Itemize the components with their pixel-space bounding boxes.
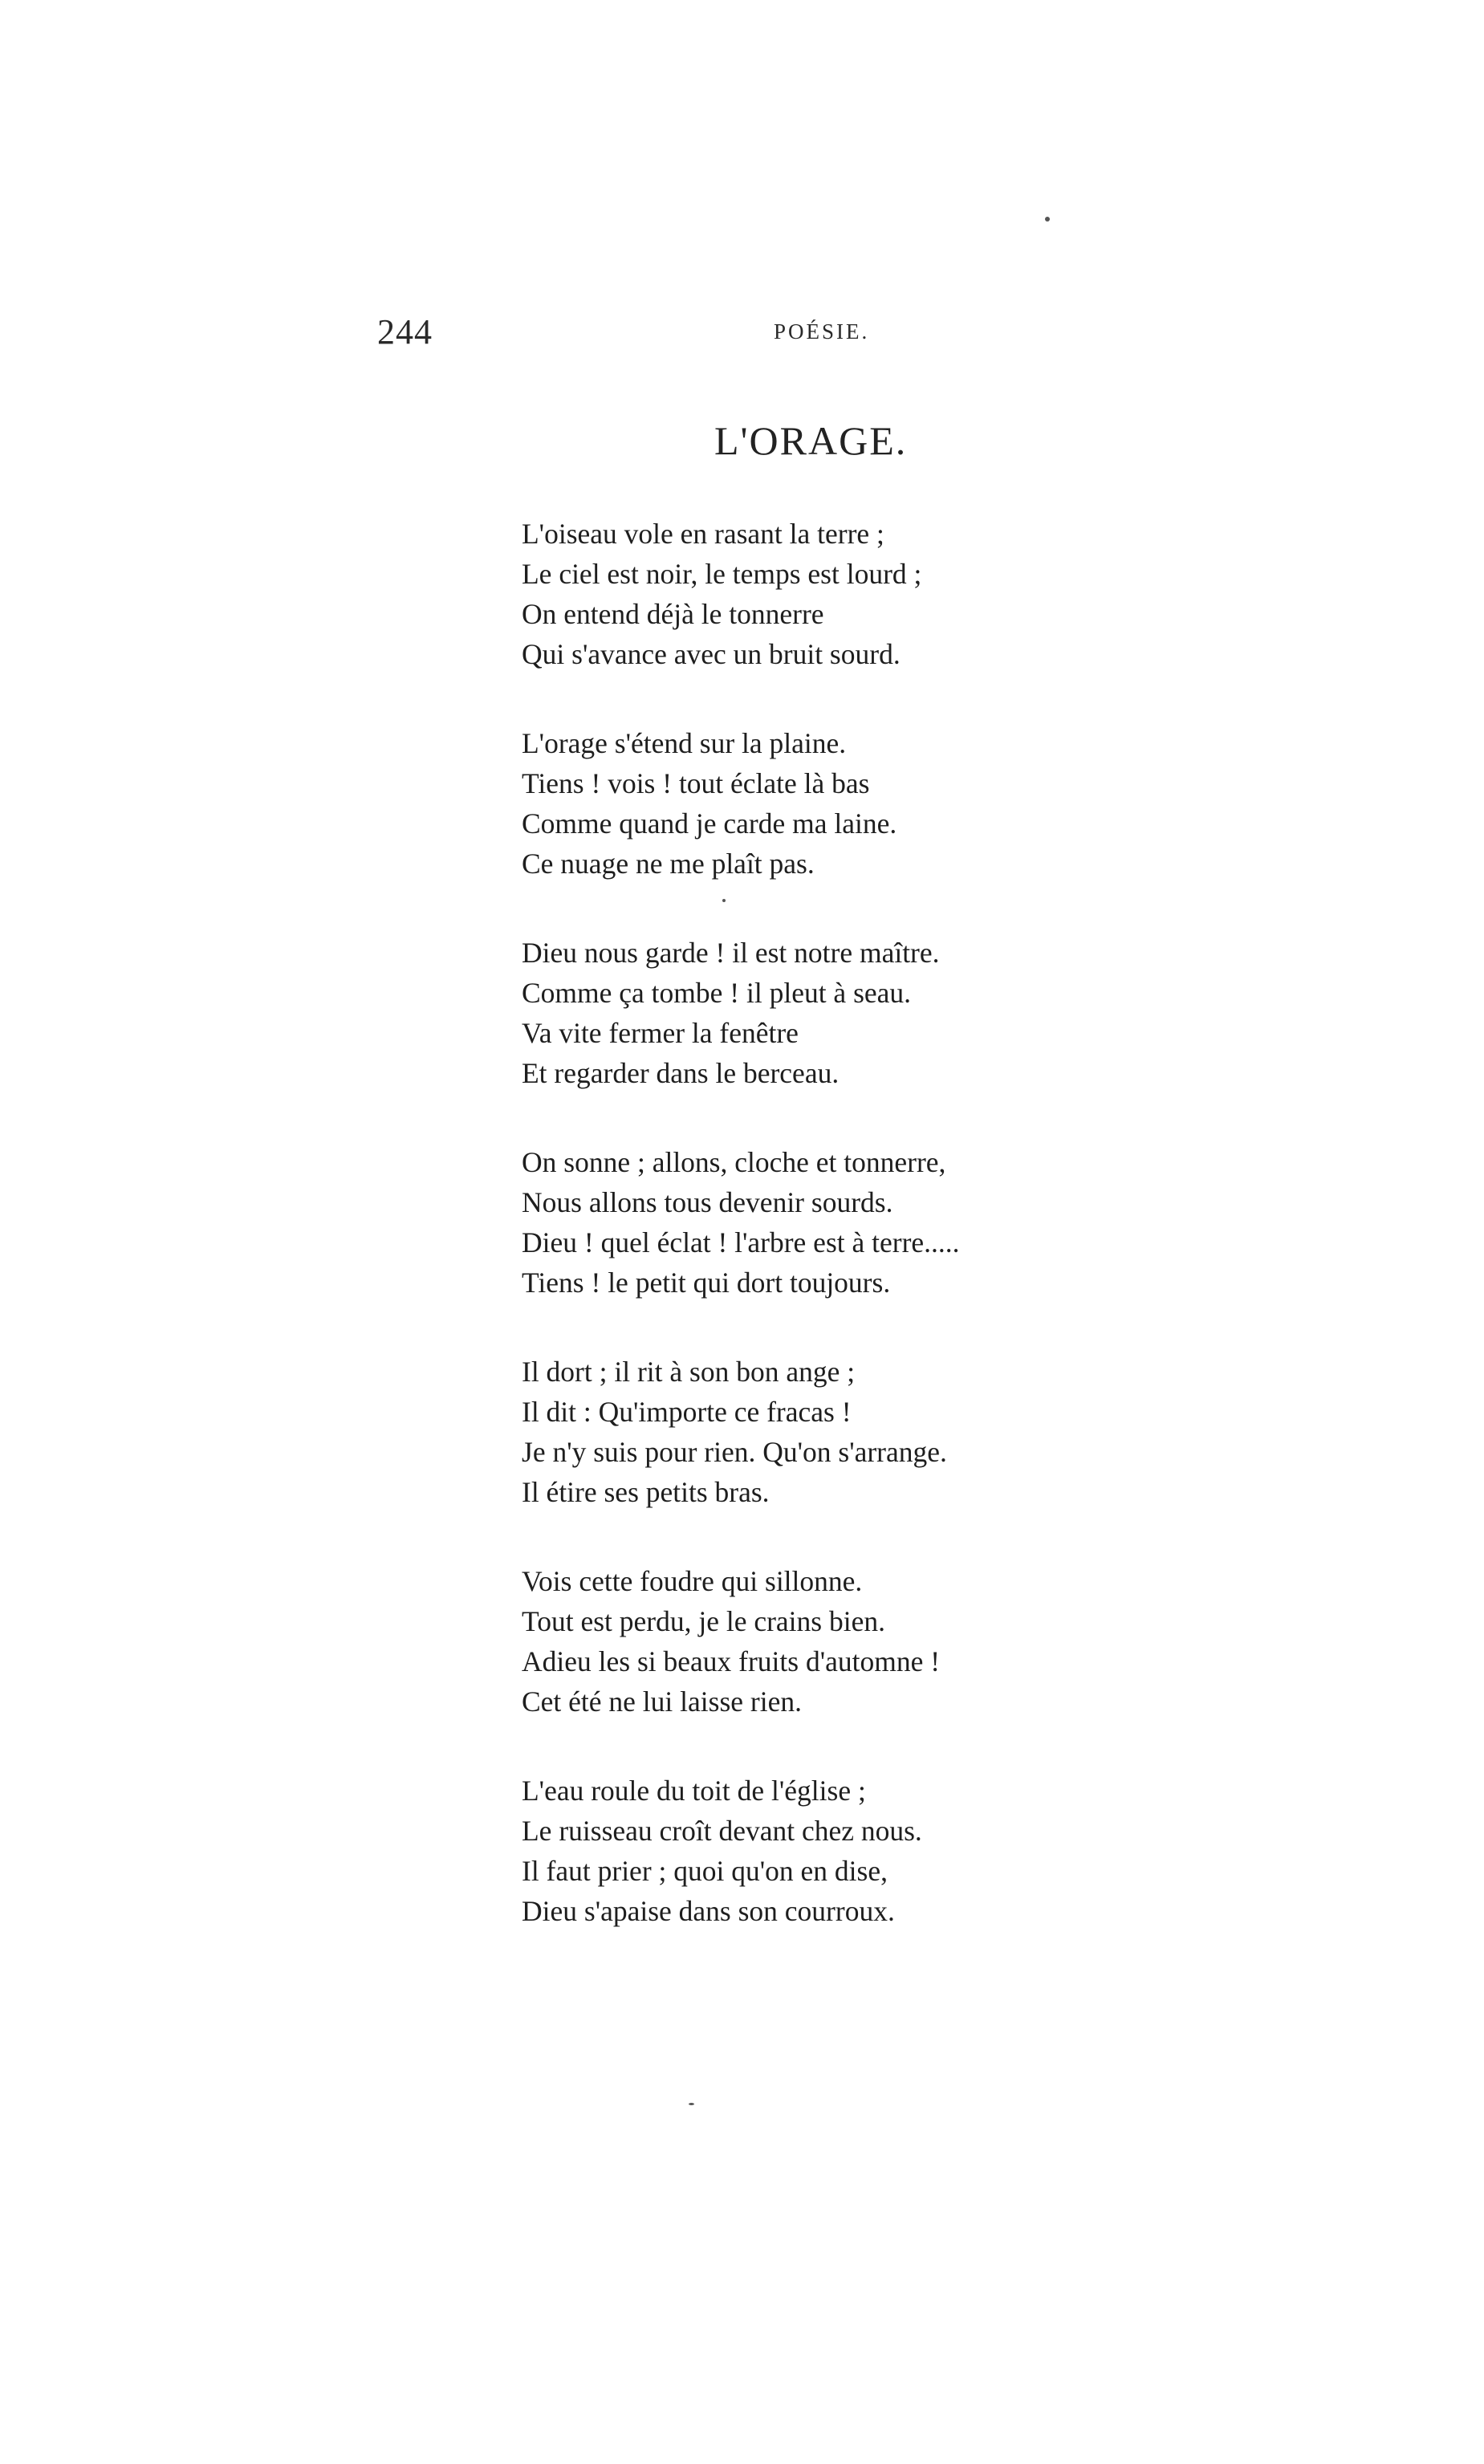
verse-line: L'orage s'étend sur la plaine. [522, 727, 847, 759]
poem-title: L'ORAGE. [714, 418, 908, 463]
verse-line: Tiens ! le petit qui dort toujours. [522, 1267, 891, 1299]
verse-line: Dieu nous garde ! il est notre maître. [522, 937, 940, 969]
verse-line: Cet été ne lui laisse rien. [522, 1685, 802, 1718]
verse-line: Le ruisseau croît devant chez nous. [522, 1815, 922, 1847]
scan-speck [689, 2103, 694, 2105]
verse-line: Il étire ses petits bras. [522, 1476, 770, 1508]
verse-line: Va vite fermer la fenêtre [522, 1017, 799, 1049]
verse-line: Il dit : Qu'importe ce fracas ! [522, 1396, 852, 1428]
verse-line: Tiens ! vois ! tout éclate là bas [522, 767, 870, 799]
verse-line: Tout est perdu, je le crains bien. [522, 1605, 885, 1637]
verse-line: Il dort ; il rit à son bon ange ; [522, 1356, 856, 1388]
verse-line: Et regarder dans le berceau. [522, 1057, 840, 1089]
verse-line: Je n'y suis pour rien. Qu'on s'arrange. [522, 1436, 947, 1468]
stanza-6 [522, 1561, 1148, 1722]
stanza-1 [522, 514, 1148, 674]
stanza-3 [522, 933, 1148, 1093]
page-number: 244 [377, 312, 433, 352]
verse-line: Nous allons tous devenir sourds. [522, 1186, 893, 1218]
stanza-2 [522, 723, 1148, 884]
verse-line: On sonne ; allons, cloche et tonnerre, [522, 1146, 946, 1178]
stanza-4 [522, 1142, 1148, 1303]
verse-line: Comme quand je carde ma laine. [522, 807, 897, 840]
verse-line: Vois cette foudre qui sillonne. [522, 1565, 863, 1597]
verse-line: Il faut prier ; quoi qu'on en dise, [522, 1855, 888, 1887]
verse-line: On entend déjà le tonnerre [522, 598, 824, 630]
verse-line: L'oiseau vole en rasant la terre ; [522, 518, 884, 550]
stanza-7 [522, 1771, 1148, 1931]
verse-line: Dieu s'apaise dans son courroux. [522, 1895, 895, 1927]
poem-body [522, 514, 1148, 1980]
scan-speck [1045, 217, 1050, 222]
scan-speck [722, 899, 726, 902]
verse-line: Dieu ! quel éclat ! l'arbre est à terre..... [522, 1226, 960, 1258]
running-head: POÉSIE. [774, 319, 870, 344]
verse-line: Adieu les si beaux fruits d'automne ! [522, 1645, 941, 1677]
verse-line: Comme ça tombe ! il pleut à seau. [522, 977, 912, 1009]
verse-line: Le ciel est noir, le temps est lourd ; [522, 558, 922, 590]
verse-line: Ce nuage ne me plaît pas. [522, 848, 815, 880]
verse-line: L'eau roule du toit de l'église ; [522, 1775, 866, 1807]
verse-line: Qui s'avance avec un bruit sourd. [522, 638, 901, 670]
stanza-5 [522, 1352, 1148, 1512]
